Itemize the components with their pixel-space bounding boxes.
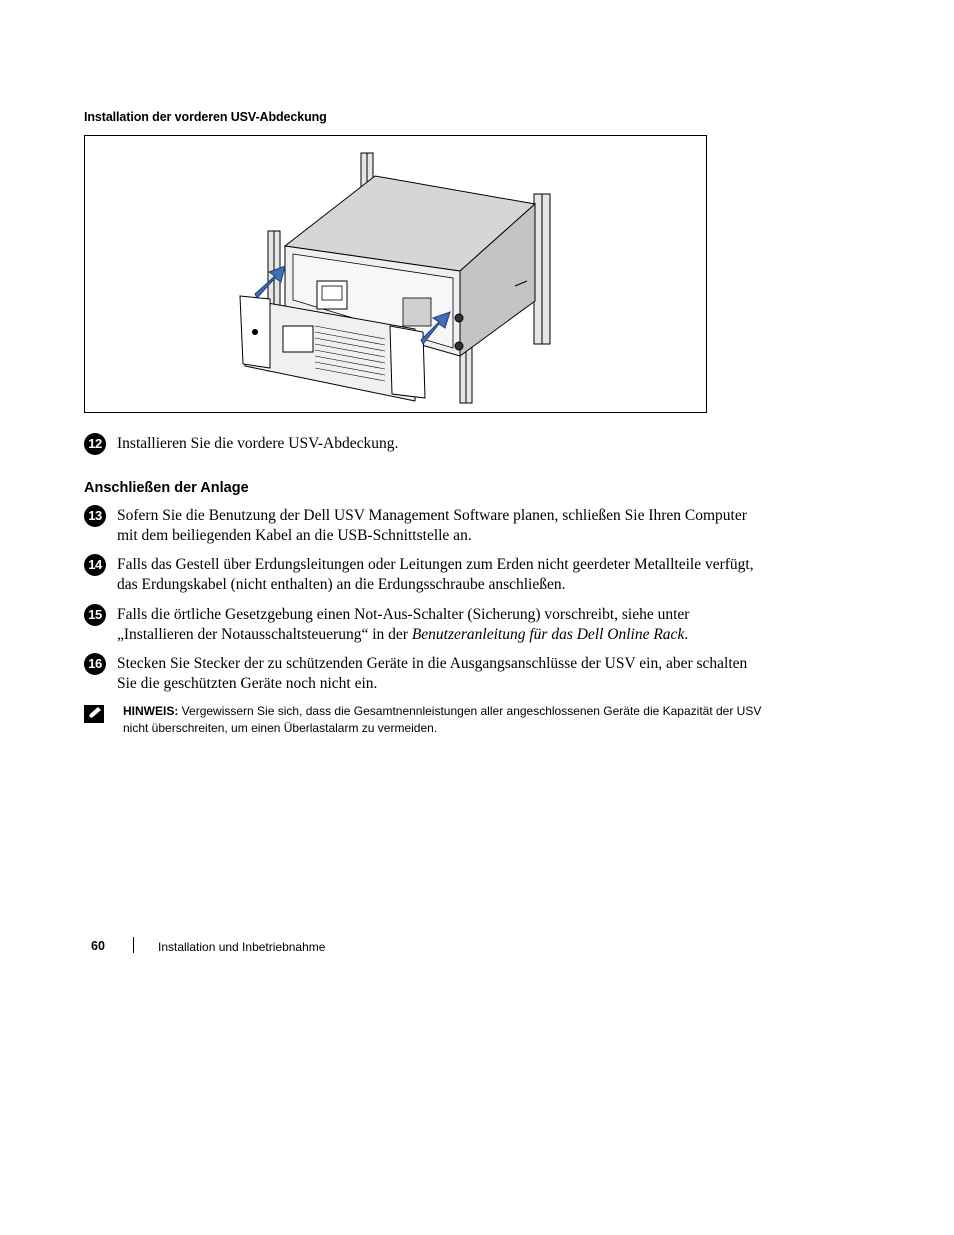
step-number-badge: 15 <box>84 604 106 626</box>
note-text <box>123 703 763 737</box>
section-heading: Anschließen der Anlage <box>84 480 249 496</box>
step-text-end: . <box>684 625 689 643</box>
page-number: 60 <box>91 939 105 953</box>
step-number-badge: 16 <box>84 653 106 675</box>
step-text-part: Falls die örtliche Gesetzgebung einen Not-Aus-Schalter (Sicherung) vorschreibt, siehe unter „Installieren der Notausschaltsteuerung“ in der <box>117 606 690 643</box>
ups-fan-grille <box>403 298 431 326</box>
ups-right-knob-2 <box>455 342 463 350</box>
step-number-badge: 14 <box>84 554 106 576</box>
note-label: HINWEIS: <box>123 704 179 718</box>
figure-caption: Installation der vorderen USV-Abdeckung <box>84 110 327 124</box>
step-number-badge: 12 <box>84 433 106 455</box>
step-text: Falls das Gestell über Erdungsleitungen oder Leitungen zum Erden nicht geerdeter Metallteile verfügt, das Erdungskabel (nicht enthalten) an die Erdungsschraube anschließen. <box>117 556 754 593</box>
step-text: Installieren Sie die vordere USV-Abdeckung. <box>117 435 399 452</box>
footer-divider <box>133 937 134 953</box>
ups-rack-drawing <box>85 136 708 414</box>
front-cover-window <box>283 326 313 352</box>
note-pencil-icon <box>84 705 104 723</box>
ups-display-screen <box>322 286 342 300</box>
ups-right-knob <box>455 314 463 322</box>
front-cover-logo <box>252 329 258 335</box>
step-text <box>117 605 757 644</box>
front-cover-right-cap <box>390 326 425 398</box>
ups-cover-illustration <box>84 135 707 413</box>
note-body: Vergewissern Sie sich, dass die Gesamtnennleistungen aller angeschlossenen Geräte die Kapazität der USV nicht überschreiten, um einen Überlastalarm zu vermeiden. <box>123 704 762 735</box>
footer-chapter-title: Installation und Inbetriebnahme <box>158 940 326 954</box>
manual-title: Benutzeranleitung für das Dell Online Rack <box>411 625 685 643</box>
step-number-badge: 13 <box>84 505 106 527</box>
rack-rail-rear-right <box>534 194 550 344</box>
step-text: Stecken Sie Stecker der zu schützenden Geräte in die Ausgangsanschlüsse der USV ein, aber schalten Sie die geschützten Geräte noch nicht ein. <box>117 655 748 692</box>
step-text: Sofern Sie die Benutzung der Dell USV Management Software planen, schließen Sie Ihren Computer mit dem beiliegenden Kabel an die USB-Schnittstelle an. <box>117 507 747 544</box>
